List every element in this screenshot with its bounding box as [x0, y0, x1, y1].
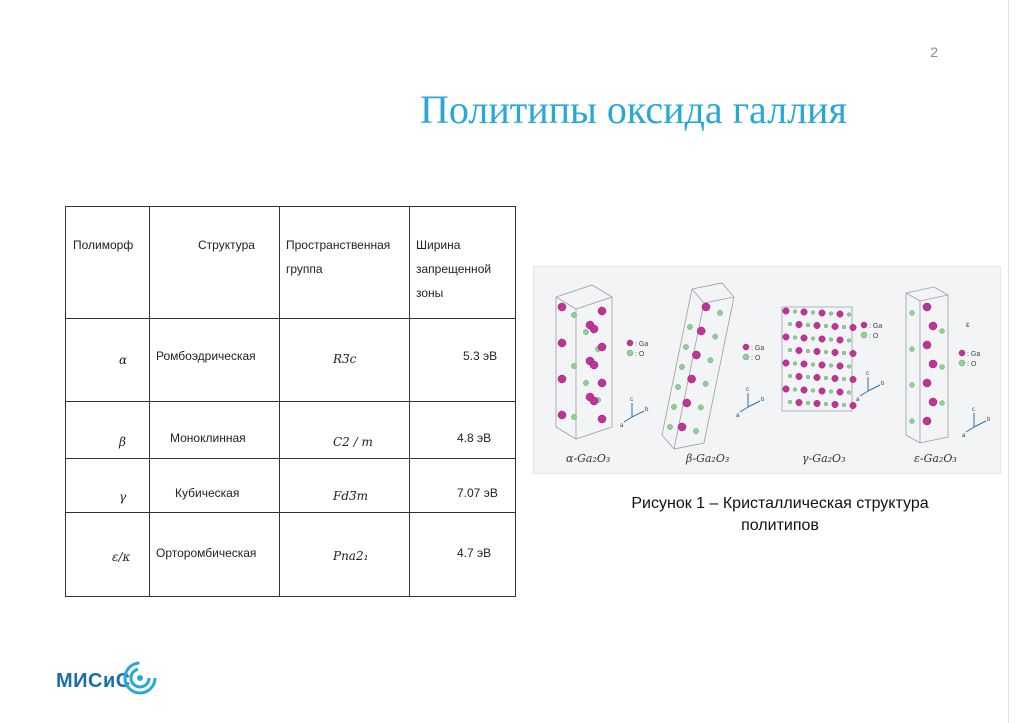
beta-o-atom	[693, 428, 698, 433]
beta-legend-o-dot	[743, 354, 749, 360]
gamma-legend-o-text: : O	[869, 333, 879, 340]
cell-structure	[150, 513, 280, 597]
beta-axes-label-b: b	[761, 397, 765, 403]
gamma-o-atom	[811, 311, 815, 315]
beta-o-atom	[703, 381, 708, 386]
bandgap-value: 4.7 эВ	[457, 546, 492, 560]
page-title: Политипы оксида галлия	[420, 87, 847, 132]
epsilon-mark: ε	[966, 320, 970, 329]
gamma-ga-atom	[819, 362, 825, 368]
gamma-ga-atom	[819, 310, 825, 316]
gamma-o-atom	[788, 348, 792, 352]
header-polymorph: Полиморф	[73, 238, 134, 252]
epsilon-axes-label-b: b	[987, 417, 991, 423]
structure-name: Орторомбическая	[156, 546, 257, 560]
beta-o-atom	[708, 358, 713, 363]
beta-o-atom	[675, 384, 680, 389]
beta-o-atom	[667, 424, 672, 429]
epsilon-legend-ga-dot	[959, 350, 965, 356]
beta-o-atom	[717, 310, 722, 315]
cell-space-group	[280, 319, 410, 402]
beta-ga-atom	[702, 303, 710, 311]
gamma-legend-ga-dot	[861, 322, 867, 328]
structure-name: Кубическая	[175, 486, 240, 500]
epsilon-axes-b	[974, 421, 986, 427]
epsilon-o-atom	[940, 401, 945, 406]
gamma-ga-atom	[814, 348, 820, 354]
alpha-ga-atom	[558, 303, 566, 311]
space-group: C2 / m	[333, 435, 373, 449]
bandgap-value: 7.07 эВ	[457, 486, 498, 500]
gamma-ga-atom	[850, 376, 856, 382]
gamma-ga-atom	[801, 309, 807, 315]
alpha-ga-atom	[598, 307, 606, 315]
gamma-ga-atom	[837, 311, 843, 317]
alpha-ga-atom	[590, 361, 598, 369]
gamma-o-atom	[806, 401, 810, 405]
slide-number: 2	[930, 44, 938, 60]
gamma-o-atom	[788, 374, 792, 378]
gamma-ga-atom	[832, 401, 838, 407]
alpha-axes-b	[632, 411, 644, 417]
beta-o-atom	[671, 404, 676, 409]
structure-name: Ромбоэдрическая	[156, 349, 256, 363]
bandgap-value: 4.8 эВ	[457, 431, 492, 445]
epsilon-ga-atom	[923, 303, 931, 311]
alpha-ga-atom	[590, 325, 598, 333]
gamma-axes-label-c: c	[866, 371, 869, 377]
alpha-o-atom	[571, 363, 576, 368]
alpha-legend-ga-dot	[627, 340, 633, 346]
alpha-ga-atom	[598, 343, 606, 351]
header-space-group-line1: Пространственная	[286, 238, 391, 252]
cell-space-group	[280, 513, 410, 597]
cell-bandgap	[410, 319, 516, 402]
space-group: R3̅c	[333, 352, 357, 366]
alpha-label: α-Ga₂O₃	[566, 452, 611, 465]
header-polymorph-cell	[66, 207, 150, 319]
alpha-ga-atom	[558, 375, 566, 383]
beta-axes-a	[740, 407, 748, 412]
caption-line2: политипов	[741, 517, 819, 534]
gamma-ga-atom	[783, 308, 789, 314]
gamma-axes-label-a: a	[856, 397, 860, 403]
header-bandgap	[416, 233, 491, 305]
gamma-o-atom	[824, 402, 828, 406]
beta-o-atom	[687, 324, 692, 329]
epsilon-ga-atom	[929, 360, 937, 368]
alpha-ga-atom	[558, 411, 566, 419]
gamma-ga-atom	[837, 337, 843, 343]
gamma-o-atom	[824, 324, 828, 328]
header-bandgap-line2: запрещенной	[416, 262, 492, 276]
cell-structure	[150, 402, 280, 459]
alpha-axes-label-a: a	[620, 423, 624, 429]
alpha-legend-o-dot	[627, 350, 633, 356]
header-space-group-cell	[280, 207, 410, 319]
gamma-o-atom	[829, 338, 833, 342]
epsilon-label: ε-Ga₂O₃	[914, 452, 957, 465]
gamma-ga-atom	[801, 361, 807, 367]
beta-axes-label-a: a	[736, 413, 740, 419]
gamma-ga-atom	[819, 336, 825, 342]
gamma-ga-atom	[796, 399, 802, 405]
alpha-legend-ga-text: : Ga	[635, 341, 649, 348]
gamma-ga-atom	[832, 349, 838, 355]
gamma-axes-b	[868, 385, 880, 391]
epsilon-ga-atom	[923, 417, 931, 425]
crystal-structures-image	[534, 267, 1000, 473]
gamma-o-atom	[842, 351, 846, 355]
gamma-ga-atom	[832, 323, 838, 329]
cell-bandgap	[410, 402, 516, 459]
gamma-ga-atom	[837, 363, 843, 369]
table-row	[66, 319, 516, 402]
polymorph-symbol: β	[119, 435, 126, 449]
gamma-ga-atom	[801, 335, 807, 341]
gamma-ga-atom	[814, 322, 820, 328]
gamma-o-atom	[847, 339, 851, 343]
gamma-o-atom	[793, 336, 797, 340]
gamma-o-atom	[806, 349, 810, 353]
space-group: Fd3̅m	[333, 489, 369, 503]
epsilon-legend-o-text: : O	[967, 361, 977, 368]
epsilon-o-atom	[940, 365, 945, 370]
gamma-ga-atom	[837, 389, 843, 395]
gamma-ga-atom	[832, 375, 838, 381]
epsilon-o-atom	[910, 383, 915, 388]
gamma-ga-atom	[850, 350, 856, 356]
gamma-ga-atom	[819, 388, 825, 394]
alpha-ga-atom	[598, 415, 606, 423]
logo-text: МИСиС	[56, 670, 131, 692]
gamma-o-atom	[811, 389, 815, 393]
table-row	[66, 513, 516, 597]
gamma-o-atom	[811, 337, 815, 341]
cell-polymorph	[66, 402, 150, 459]
header-bandgap-line3: зоны	[416, 286, 444, 300]
alpha-o-atom	[583, 329, 588, 334]
gamma-o-atom	[847, 391, 851, 395]
misis-logo	[56, 656, 156, 700]
gamma-o-atom	[793, 362, 797, 366]
beta-ga-atom	[688, 375, 696, 383]
gamma-o-atom	[788, 322, 792, 326]
table-header-row	[66, 207, 516, 319]
alpha-axes-a	[624, 417, 632, 422]
beta-label: β-Ga₂O₃	[686, 452, 730, 465]
beta-frame	[662, 283, 734, 449]
cell-structure	[150, 459, 280, 513]
cell-space-group	[280, 402, 410, 459]
caption-line1: Рисунок 1 – Кристаллическая структура	[631, 495, 929, 512]
gamma-o-atom	[847, 365, 851, 369]
epsilon-legend-o-dot	[959, 360, 965, 366]
gamma-axes-a	[860, 391, 868, 396]
figure-caption	[590, 493, 970, 537]
epsilon-axes-label-a: a	[962, 433, 966, 439]
alpha-o-atom	[571, 414, 576, 419]
gamma-ga-atom	[783, 360, 789, 366]
gamma-o-atom	[829, 364, 833, 368]
gamma-o-atom	[842, 325, 846, 329]
gamma-o-atom	[842, 377, 846, 381]
header-space-group	[286, 233, 390, 281]
alpha-legend-o-text: : O	[635, 351, 645, 358]
header-structure-cell	[150, 207, 280, 319]
gamma-o-atom	[806, 375, 810, 379]
gamma-o-atom	[806, 323, 810, 327]
cell-bandgap	[410, 459, 516, 513]
cell-polymorph	[66, 459, 150, 513]
epsilon-frame-top	[906, 293, 948, 301]
space-group: Pna2₁	[333, 549, 369, 563]
alpha-o-atom	[583, 380, 588, 385]
epsilon-ga-atom	[929, 322, 937, 330]
table-row	[66, 459, 516, 513]
header-bandgap-cell	[410, 207, 516, 319]
beta-o-atom	[713, 334, 718, 339]
gamma-o-atom	[793, 310, 797, 314]
cell-polymorph	[66, 513, 150, 597]
gamma-o-atom	[824, 376, 828, 380]
alpha-axes-label-c: c	[630, 397, 633, 403]
alpha-o-atom	[571, 312, 576, 317]
epsilon-o-atom	[910, 347, 915, 352]
alpha-axes-label-b: b	[645, 407, 649, 413]
polytypes-table	[65, 206, 516, 597]
gamma-o-atom	[847, 313, 851, 317]
gamma-o-atom	[829, 312, 833, 316]
gamma-o-atom	[842, 403, 846, 407]
gamma-ga-atom	[814, 400, 820, 406]
polymorph-symbol: γ	[119, 490, 127, 504]
gamma-ga-atom	[796, 321, 802, 327]
gamma-ga-atom	[783, 334, 789, 340]
gamma-ga-atom	[850, 324, 856, 330]
header-space-group-line2: группа	[286, 262, 323, 276]
gamma-label: γ-Ga₂O₃	[802, 452, 846, 465]
epsilon-axes-a	[966, 427, 974, 432]
gamma-ga-atom	[814, 374, 820, 380]
alpha-ga-atom	[558, 339, 566, 347]
epsilon-legend-ga-text: : Ga	[967, 351, 981, 358]
alpha-ga-atom	[598, 379, 606, 387]
gamma-legend-o-dot	[861, 332, 867, 338]
gamma-ga-atom	[850, 402, 856, 408]
cell-polymorph	[66, 319, 150, 402]
epsilon-o-atom	[940, 329, 945, 334]
alpha-ga-atom	[590, 397, 598, 405]
gamma-ga-atom	[796, 347, 802, 353]
header-structure: Структура	[198, 238, 255, 252]
gamma-ga-atom	[796, 373, 802, 379]
gamma-ga-atom	[801, 387, 807, 393]
gamma-o-atom	[811, 363, 815, 367]
beta-legend-ga-text: : Ga	[751, 345, 765, 352]
beta-legend-ga-dot	[743, 344, 749, 350]
cell-space-group	[280, 459, 410, 513]
beta-ga-atom	[678, 423, 686, 431]
beta-o-atom	[683, 344, 688, 349]
beta-axes-label-c: c	[746, 387, 749, 393]
gamma-o-atom	[829, 390, 833, 394]
beta-ga-atom	[692, 351, 700, 359]
polymorph-symbol: ε/κ	[112, 550, 131, 564]
beta-ga-atom	[683, 399, 691, 407]
epsilon-axes-label-c: c	[972, 407, 975, 413]
gamma-o-atom	[793, 388, 797, 392]
gamma-legend-ga-text: : Ga	[869, 323, 883, 330]
gamma-ga-atom	[783, 386, 789, 392]
gamma-o-atom	[788, 400, 792, 404]
header-bandgap-line1: Ширина	[416, 238, 461, 252]
structure-name: Моноклинная	[170, 431, 246, 445]
table-row	[66, 402, 516, 459]
polymorph-symbol: α	[119, 353, 128, 367]
cell-bandgap	[410, 513, 516, 597]
beta-axes-b	[748, 401, 760, 407]
beta-o-atom	[679, 364, 684, 369]
epsilon-ga-atom	[923, 379, 931, 387]
epsilon-ga-atom	[929, 398, 937, 406]
epsilon-o-atom	[910, 311, 915, 316]
gamma-o-atom	[824, 350, 828, 354]
cell-structure	[150, 319, 280, 402]
beta-o-atom	[698, 405, 703, 410]
logo-swirl-icon	[122, 658, 162, 698]
epsilon-o-atom	[910, 419, 915, 424]
bandgap-value: 5.3 эВ	[463, 349, 498, 363]
epsilon-ga-atom	[923, 341, 931, 349]
beta-frame-top	[692, 289, 734, 303]
crystal-structure-figure	[533, 266, 1001, 474]
gamma-axes-label-b: b	[881, 381, 885, 387]
beta-ga-atom	[697, 327, 705, 335]
beta-legend-o-text: : O	[751, 355, 761, 362]
